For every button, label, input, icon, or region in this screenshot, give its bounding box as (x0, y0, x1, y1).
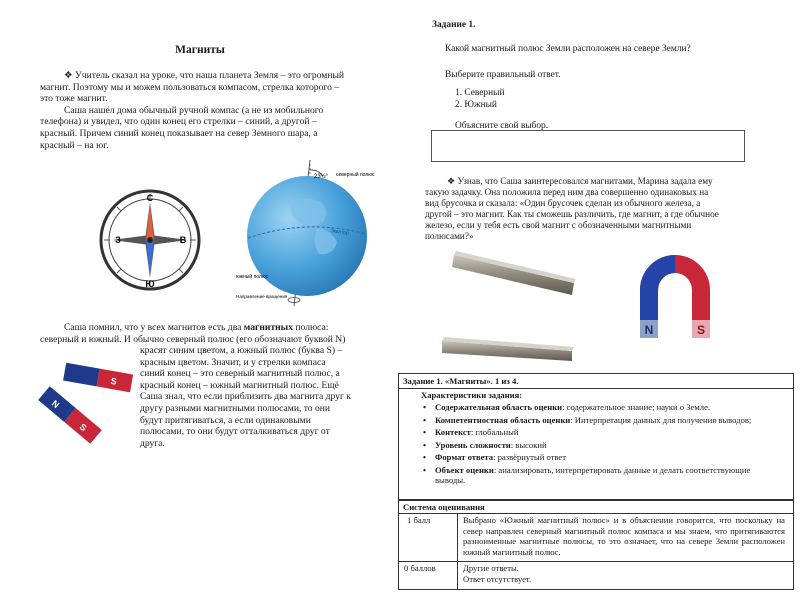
text-line: красный. Причем синий конец показывает на север Земного шара, а (40, 127, 318, 139)
bar-magnets-image (30, 350, 135, 445)
text-line: Саша помнил, что у всех магнитов есть два магнитных полюса: (64, 322, 329, 333)
text-line: красят синим цветом, а южный полюс (буква S) – (140, 345, 343, 356)
text-line: ❖ Учитель сказал на уроке, что наша планета Земля – это огромный (64, 70, 345, 81)
magnet-s-label: S (77, 421, 89, 434)
text-line: полюсами, то они будут отталкиваться друг от (140, 426, 330, 438)
metal-bars-image (440, 245, 600, 365)
compass-north-label: С (146, 193, 154, 203)
north-pole-label: северный полюс (336, 172, 375, 178)
axis-tilt-label: 23½° (314, 174, 329, 180)
list-item: • Содержательная область оценки: содержательное знание; науки о Земле. (423, 402, 778, 413)
score-points: 1 балл (407, 515, 431, 525)
text-line: Саша нашёл дома обычный ручной компас (а не из мобильного (64, 104, 324, 116)
question-text: Какой магнитный полюс Земли расположен на севере Земли? (445, 44, 691, 54)
horseshoe-n-label: N (644, 323, 654, 337)
text-line: полюсами?» (425, 231, 474, 241)
text-line: магнит. Поэтому мы и можем пользоваться компасом, стрелка которого – (40, 81, 340, 93)
horseshoe-magnet-image (620, 250, 730, 345)
paragraph-marina (425, 176, 750, 242)
horseshoe-s-label: S (696, 323, 706, 337)
task-title: Задание 1. (432, 20, 476, 30)
explanation-answer-box[interactable] (431, 130, 745, 162)
paragraph-intro (40, 70, 385, 151)
compass-south-label: Ю (145, 279, 155, 289)
list-item: • Формат ответа: развёрнутый ответ (423, 452, 778, 463)
text-line: телефона) и увидел, что один конец его стрелки – синий, а другой – (40, 116, 317, 128)
text-line: красным цветом. Значит, и у стрелки компаса (140, 356, 326, 368)
score-points: 0 баллов (404, 563, 436, 573)
text-line: это тоже магнит. (40, 93, 108, 105)
answer-option-2[interactable]: 2. Южный (455, 100, 497, 110)
text-line: красный – на юг. (40, 139, 109, 151)
rotation-label: Направление вращения (236, 294, 288, 299)
text-line: другой – это магнит. Как ты сможешь различить, где магнит, а где обычное (425, 209, 719, 219)
text-line: другу разными магнитными полюсами, то они (140, 402, 331, 414)
text-line: будут притягиваться, а если одинаковыми (140, 414, 311, 426)
text-line: вид брусочка и сказала: «Один брусочек сделан из обычного железа, а (425, 198, 701, 208)
equator-label: Экватор (329, 228, 350, 237)
score-description: Выбрано «Южный магнитный полюс» и в объяснении говорится, что поскольку на север направлен северный магнитный полюс компаса и мы знаем, что притягиваются разноименные магнитные полюсы, то это означает, что на севере Земли расположен южный магнитный полюс. (463, 515, 785, 557)
table-heading: Задание 1. «Магниты». 1 из 4. (403, 376, 519, 386)
earth-globe-image (232, 158, 382, 308)
text-line: такую задачку. Она положила перед ним два совершенно одинаковых на (425, 187, 709, 197)
list-item: • Объект оценки: анализировать, интерпретировать данные и делать соответствующие выводы. (423, 465, 778, 486)
text-line: железо, если у тебя есть свой магнит с обозначенными магнитными (425, 220, 692, 230)
magnet-s-label: S (109, 375, 118, 387)
text-line: ❖ Узнав, что Саша заинтересовался магнитами, Марина задала ему (447, 176, 713, 186)
instruction-text: Выберите правильный ответ. (445, 70, 561, 80)
text-line: красный конец – южный магнитный полюс. Ещё (140, 379, 339, 391)
scoring-title: Система оценивания (403, 502, 485, 512)
task-characteristics-table (398, 373, 794, 500)
list-item: • Компетентностная область оценки: Интерпретация данных для получения выводов; (423, 415, 778, 426)
scoring-table (398, 500, 794, 590)
text-line: синий конец – это северный магнитный полюс, а (140, 368, 340, 380)
magnet-n-label: N (49, 398, 62, 411)
table-subheading: Характеристики задания: (421, 390, 523, 400)
compass-west-label: З (115, 235, 121, 245)
score-description: Другие ответы. Ответ отсутствует. (463, 563, 532, 584)
answer-option-1[interactable]: 1. Северный (455, 88, 505, 98)
text-line: друга. (140, 437, 165, 449)
list-item: • Уровень сложности: высокий (423, 440, 778, 451)
explain-label: Объясните свой выбор. (455, 121, 549, 131)
compass-east-label: В (179, 235, 187, 245)
south-pole-label: южный полюс (236, 274, 269, 280)
paragraph-poles (40, 322, 385, 345)
list-item: • Контекст: глобальный (423, 427, 778, 438)
text-line: Саша знал, что если приблизить два магнита друг к (140, 391, 351, 403)
page-title: Магниты (175, 44, 225, 56)
paragraph-poles-rest (140, 345, 385, 449)
criteria-list (423, 402, 778, 486)
compass-image (98, 188, 202, 292)
text-line: северный и южный. И обычно северный полюс (его обозначают буквой N) (40, 333, 346, 345)
